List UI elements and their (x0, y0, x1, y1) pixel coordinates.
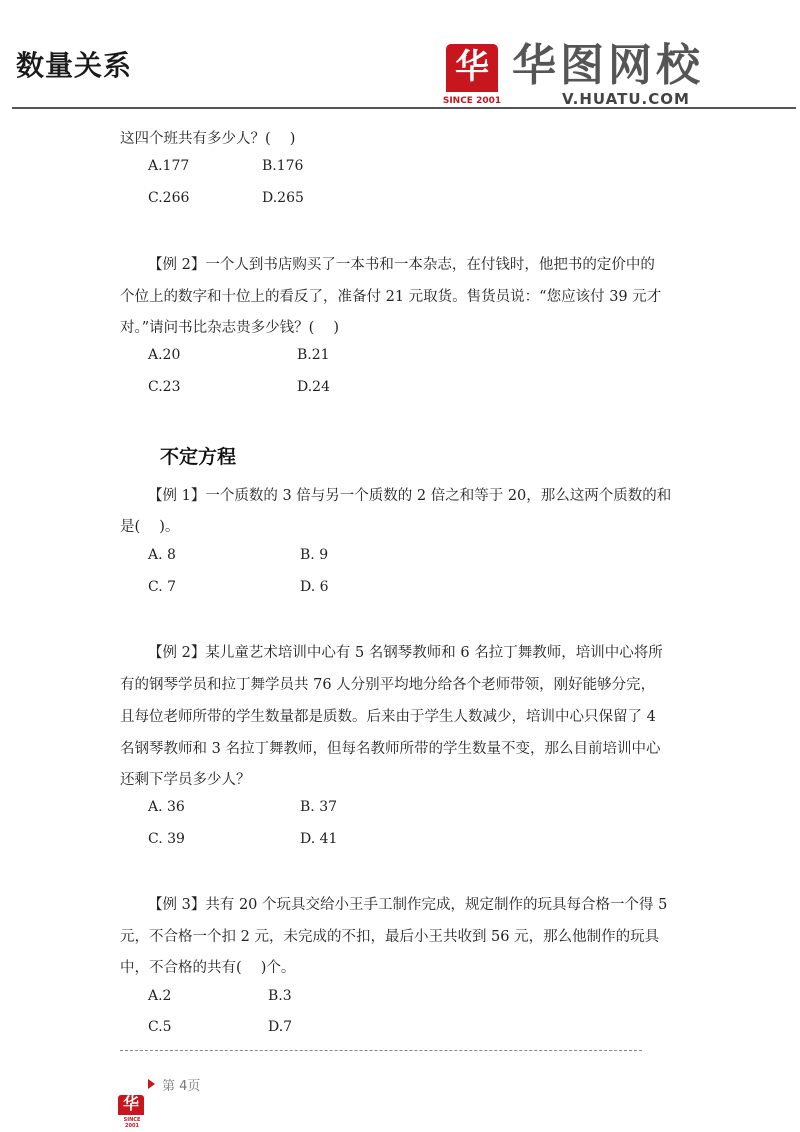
option-d: D.265 (262, 190, 304, 206)
question-text: 个位上的数字和十位上的看反了，准备付 21 元取货。售货员说：“您应该付 39 元才 (120, 289, 662, 305)
question-text: 名钢琴教师和 3 名拉丁舞教师，但每名教师所带的学生数量不变，那么目前培训中心 (120, 741, 661, 757)
footer-divider (120, 1050, 642, 1051)
option-b: B.21 (297, 347, 330, 363)
option-b: B. 37 (300, 799, 338, 815)
question-text: 这四个班共有多少人？( ) (120, 131, 296, 147)
question-text: 元，不合格一个扣 2 元，未完成的不扣，最后小王共收到 56 元，那么他制作的玩具 (120, 929, 660, 945)
question-text: 是( )。 (120, 519, 180, 535)
huatu-logo-glyph: 华 (455, 47, 489, 87)
option-d: D.24 (297, 379, 330, 395)
option-a: A.20 (148, 347, 181, 363)
question-text: 【例 2】一个人到书店购买了一本书和一本杂志，在付钱时，他把书的定价中的 (148, 257, 655, 273)
option-a: A.177 (148, 158, 190, 174)
logo-since-text: SINCE 2001 (442, 96, 502, 106)
section-heading: 不定方程 (160, 446, 237, 468)
footer-logo-glyph: 华 (122, 1094, 139, 1113)
option-b: B. 9 (300, 547, 329, 563)
page-arrow-icon (148, 1079, 155, 1089)
page-number: 第 4页 (162, 1079, 201, 1094)
question-text: 中，不合格的共有( )个。 (120, 960, 296, 976)
option-a: A. 8 (148, 547, 176, 563)
option-b: B.176 (262, 158, 304, 174)
option-c: C.266 (148, 190, 190, 206)
question-text: 对。”请问书比杂志贵多少钱？( ) (120, 320, 340, 336)
question-text: 【例 1】一个质数的 3 倍与另一个质数的 2 倍之和等于 20，那么这两个质数的和 (148, 488, 672, 504)
question-text: 【例 2】某儿童艺术培训中心有 5 名钢琴教师和 6 名拉丁舞教师，培训中心将所 (148, 645, 663, 661)
option-c: C.23 (148, 379, 181, 395)
option-d: D. 6 (300, 579, 329, 595)
question-text: 还剩下学员多少人？ (120, 772, 251, 788)
option-a: A.2 (148, 988, 172, 1004)
option-b: B.3 (268, 988, 292, 1004)
footer-logo-since: SINCE 2001 (123, 1117, 141, 1129)
option-c: C. 7 (148, 579, 177, 595)
question-text: 且每位老师所带的学生数量都是质数。后来由于学生人数减少，培训中心只保留了 4 (120, 709, 656, 725)
logo-url: V.HUATU.COM (562, 90, 690, 108)
question-text: 有的钢琴学员和拉丁舞学员共 76 人分别平均地分给各个老师带领，刚好能够分完， (120, 677, 656, 693)
logo-brand-name: 华图网校 (512, 40, 704, 91)
question-text: 【例 3】共有 20 个玩具交给小王手工制作完成，规定制作的玩具每合格一个得 5 (148, 897, 668, 913)
option-c: C. 39 (148, 831, 185, 847)
option-d: D.7 (268, 1019, 293, 1035)
header-divider (12, 107, 796, 109)
option-c: C.5 (148, 1019, 172, 1035)
option-a: A. 36 (148, 799, 185, 815)
page-title: 数量关系 (16, 49, 133, 82)
option-d: D. 41 (300, 831, 338, 847)
